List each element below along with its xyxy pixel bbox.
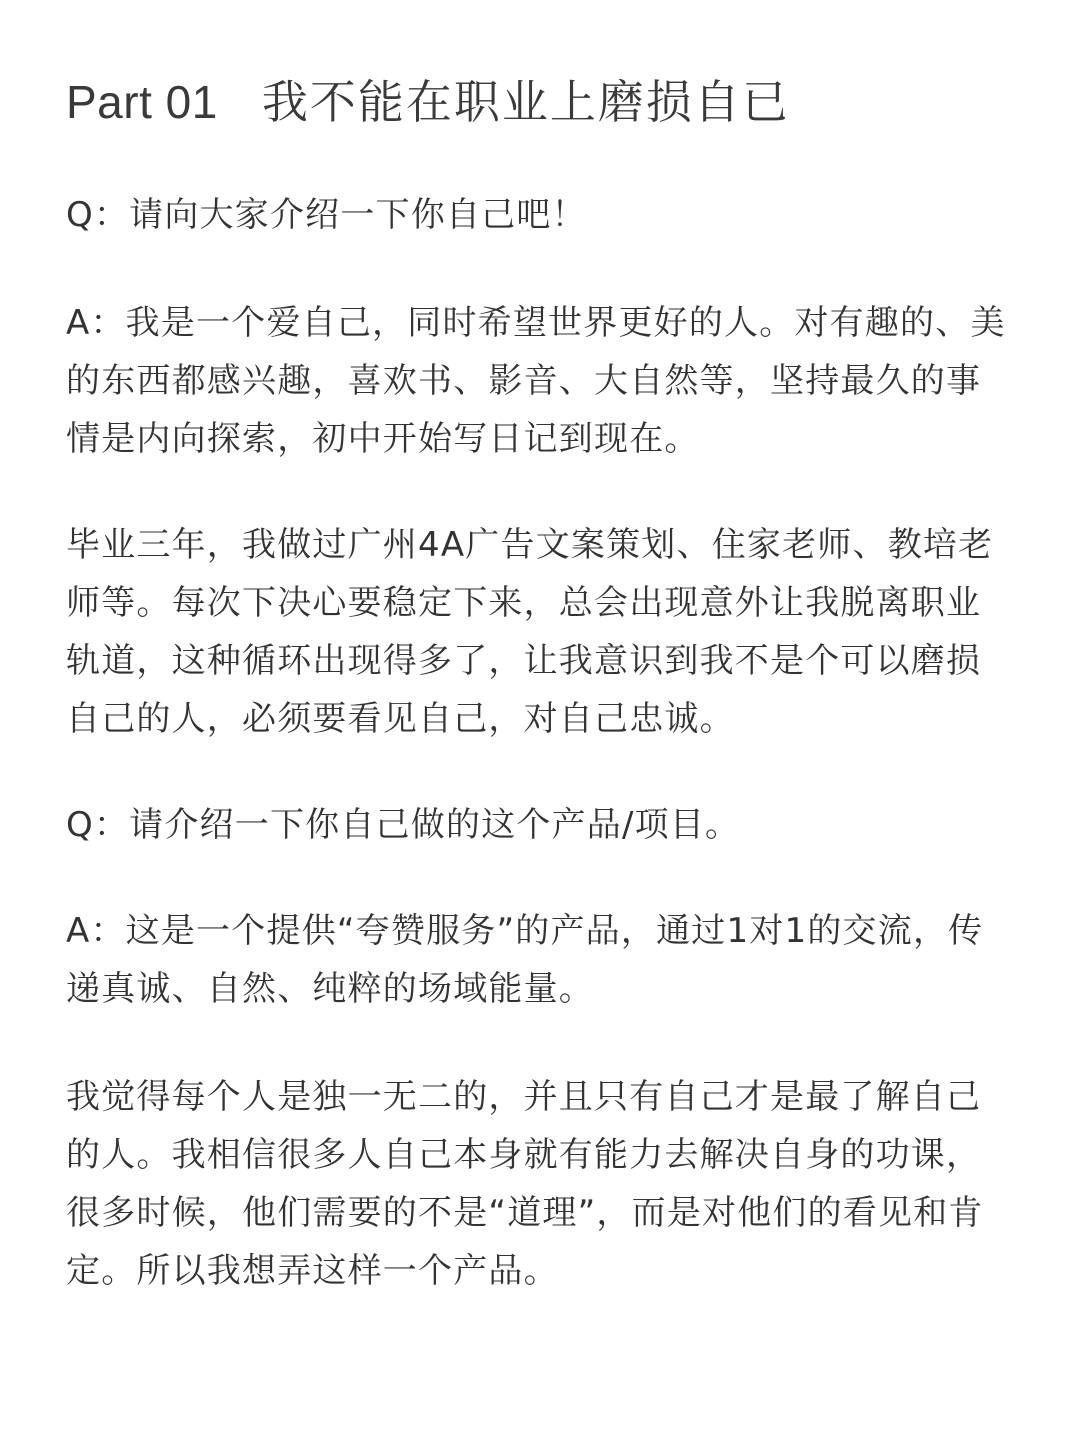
answer-2-continued: 我觉得每个人是独一无二的，并且只有自己才是最了解自己的人。我相信很多人自己本身就有能力去解决自身的功课，很多时候，他们需要的不是“道理”，而是对他们的看见和肯定。所以我想弄这样一个产品。: [66, 1077, 984, 1291]
answer-2: A：这是一个提供“夸赞服务”的产品，通过1对1的交流，传递真诚、自然、纯粹的场域能量。: [66, 911, 984, 1009]
section-heading: 我不能在职业上磨损自已: [261, 75, 790, 129]
answer-1: A：我是一个爱自己，同时希望世界更好的人。对有趣的、美的东西都感兴趣，喜欢书、影音、大自然等，坚持最久的事情是内向探索，初中开始写日记到现在。: [66, 303, 1006, 459]
answer-1-continued: 毕业三年，我做过广州4A广告文案策划、住家老师、教培老师等。每次下决心要稳定下来，总会出现意外让我脱离职业轨道，这种循环出现得多了，让我意识到我不是个可以磨损自己的人，必须要看见自己，对自己忠诚。: [66, 525, 994, 739]
section-number: Part 01: [66, 76, 218, 128]
question-2: Q：请介绍一下你自己做的这个产品/项目。: [66, 805, 741, 845]
section-title: [66, 72, 790, 132]
question-1: Q：请向大家介绍一下你自己吧！: [66, 195, 587, 235]
